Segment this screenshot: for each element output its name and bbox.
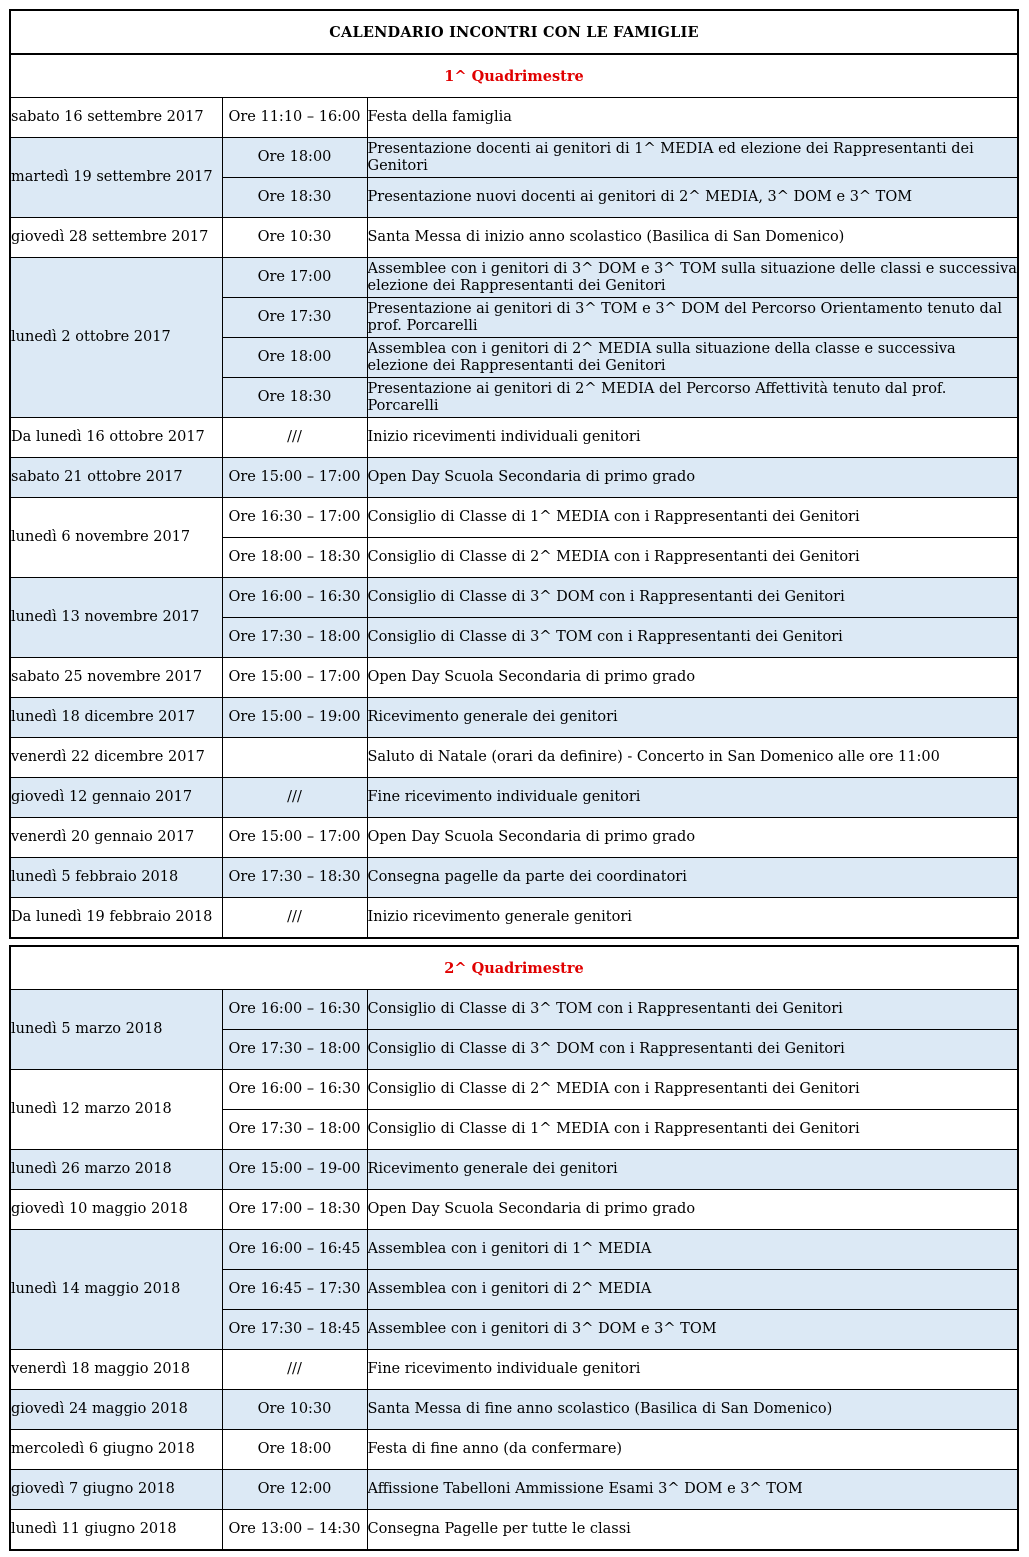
event-date: lunedì 2 ottobre 2017 xyxy=(10,258,222,418)
event-time: Ore 16:45 – 17:30 xyxy=(222,1270,367,1310)
event-date: lunedì 14 maggio 2018 xyxy=(10,1230,222,1350)
event-description: Consiglio di Classe di 3^ TOM con i Rappresentanti dei Genitori xyxy=(367,618,1018,658)
event-time: Ore 12:00 xyxy=(222,1470,367,1510)
event-date: sabato 21 ottobre 2017 xyxy=(10,458,222,498)
event-row xyxy=(10,578,1018,618)
event-time: Ore 16:30 – 17:00 xyxy=(222,498,367,538)
event-description: Assemblea con i genitori di 2^ MEDIA xyxy=(367,1270,1018,1310)
event-date: venerdì 18 maggio 2018 xyxy=(10,1350,222,1390)
event-description: Consiglio di Classe di 1^ MEDIA con i Rappresentanti dei Genitori xyxy=(367,498,1018,538)
event-row xyxy=(10,498,1018,538)
event-description: Consiglio di Classe di 1^ MEDIA con i Rappresentanti dei Genitori xyxy=(367,1110,1018,1150)
event-time: Ore 15:00 – 17:00 xyxy=(222,458,367,498)
event-row xyxy=(10,738,1018,778)
event-time: Ore 17:30 – 18:45 xyxy=(222,1310,367,1350)
event-date: giovedì 10 maggio 2018 xyxy=(10,1190,222,1230)
event-row xyxy=(10,658,1018,698)
semester-1-table xyxy=(9,9,1019,939)
event-time: Ore 18:00 – 18:30 xyxy=(222,538,367,578)
event-description: Presentazione ai genitori di 3^ TOM e 3^ DOM del Percorso Orientamento tenuto dal prof. Porcarelli xyxy=(367,298,1018,338)
event-row xyxy=(10,898,1018,938)
event-date: martedì 19 settembre 2017 xyxy=(10,138,222,218)
page-title: CALENDARIO INCONTRI CON LE FAMIGLIE xyxy=(10,10,1018,54)
event-description: Consiglio di Classe di 2^ MEDIA con i Rappresentanti dei Genitori xyxy=(367,1070,1018,1110)
event-date: lunedì 6 novembre 2017 xyxy=(10,498,222,578)
event-date: lunedì 18 dicembre 2017 xyxy=(10,698,222,738)
event-description: Consiglio di Classe di 3^ DOM con i Rappresentanti dei Genitori xyxy=(367,578,1018,618)
event-row xyxy=(10,1390,1018,1430)
event-description: Ricevimento generale dei genitori xyxy=(367,1150,1018,1190)
event-date: lunedì 5 febbraio 2018 xyxy=(10,858,222,898)
event-row xyxy=(10,1190,1018,1230)
event-description: Affissione Tabelloni Ammissione Esami 3^ DOM e 3^ TOM xyxy=(367,1470,1018,1510)
event-description: Open Day Scuola Secondaria di primo grado xyxy=(367,458,1018,498)
event-date: Da lunedì 16 ottobre 2017 xyxy=(10,418,222,458)
event-description: Saluto di Natale (orari da definire) - Concerto in San Domenico alle ore 11:00 xyxy=(367,738,1018,778)
event-date: venerdì 22 dicembre 2017 xyxy=(10,738,222,778)
event-row xyxy=(10,258,1018,298)
event-time: Ore 15:00 – 19:00 xyxy=(222,698,367,738)
event-description: Consegna Pagelle per tutte le classi xyxy=(367,1510,1018,1550)
event-time: Ore 17:00 xyxy=(222,258,367,298)
event-description: Presentazione nuovi docenti ai genitori di 2^ MEDIA, 3^ DOM e 3^ TOM xyxy=(367,178,1018,218)
event-row xyxy=(10,698,1018,738)
event-description: Open Day Scuola Secondaria di primo grado xyxy=(367,1190,1018,1230)
event-row xyxy=(10,138,1018,178)
event-row xyxy=(10,1470,1018,1510)
event-row xyxy=(10,858,1018,898)
semester-1-heading: 1^ Quadrimestre xyxy=(10,54,1018,98)
event-row xyxy=(10,1070,1018,1110)
event-description: Festa di fine anno (da confermare) xyxy=(367,1430,1018,1470)
event-row xyxy=(10,818,1018,858)
event-time: Ore 15:00 – 19-00 xyxy=(222,1150,367,1190)
event-time: Ore 18:30 xyxy=(222,178,367,218)
event-time xyxy=(222,738,367,778)
event-description: Presentazione docenti ai genitori di 1^ MEDIA ed elezione dei Rappresentanti dei Genitori xyxy=(367,138,1018,178)
event-description: Santa Messa di inizio anno scolastico (Basilica di San Domenico) xyxy=(367,218,1018,258)
event-row xyxy=(10,418,1018,458)
event-date: lunedì 26 marzo 2018 xyxy=(10,1150,222,1190)
event-description: Assemblee con i genitori di 3^ DOM e 3^ TOM xyxy=(367,1310,1018,1350)
event-row xyxy=(10,1150,1018,1190)
event-description: Presentazione ai genitori di 2^ MEDIA del Percorso Affettività tenuto dal prof. Porcarelli xyxy=(367,378,1018,418)
event-time: Ore 10:30 xyxy=(222,1390,367,1430)
event-time: Ore 15:00 – 17:00 xyxy=(222,818,367,858)
event-time: Ore 15:00 – 17:00 xyxy=(222,658,367,698)
event-date: lunedì 5 marzo 2018 xyxy=(10,990,222,1070)
semester-2-table xyxy=(9,945,1019,1551)
event-date: giovedì 12 gennaio 2017 xyxy=(10,778,222,818)
event-description: Assemblea con i genitori di 2^ MEDIA sulla situazione della classe e successiva elezione dei Rappresentanti dei Genitori xyxy=(367,338,1018,378)
event-description: Fine ricevimento individuale genitori xyxy=(367,1350,1018,1390)
event-description: Consiglio di Classe di 3^ TOM con i Rappresentanti dei Genitori xyxy=(367,990,1018,1030)
event-row xyxy=(10,1230,1018,1270)
event-time: Ore 16:00 – 16:45 xyxy=(222,1230,367,1270)
event-date: mercoledì 6 giugno 2018 xyxy=(10,1430,222,1470)
event-date: giovedì 24 maggio 2018 xyxy=(10,1390,222,1430)
event-description: Festa della famiglia xyxy=(367,98,1018,138)
event-date: giovedì 7 giugno 2018 xyxy=(10,1470,222,1510)
event-description: Assemblea con i genitori di 1^ MEDIA xyxy=(367,1230,1018,1270)
event-time: Ore 18:00 xyxy=(222,1430,367,1470)
event-time: /// xyxy=(222,898,367,938)
event-row xyxy=(10,458,1018,498)
event-time: Ore 17:00 – 18:30 xyxy=(222,1190,367,1230)
event-date: lunedì 12 marzo 2018 xyxy=(10,1070,222,1150)
event-time: Ore 13:00 – 14:30 xyxy=(222,1510,367,1550)
event-date: sabato 25 novembre 2017 xyxy=(10,658,222,698)
event-time: Ore 17:30 – 18:30 xyxy=(222,858,367,898)
event-description: Inizio ricevimenti individuali genitori xyxy=(367,418,1018,458)
semester-2-heading: 2^ Quadrimestre xyxy=(10,946,1018,990)
event-date: giovedì 28 settembre 2017 xyxy=(10,218,222,258)
event-description: Consiglio di Classe di 2^ MEDIA con i Rappresentanti dei Genitori xyxy=(367,538,1018,578)
event-date: venerdì 20 gennaio 2017 xyxy=(10,818,222,858)
event-description: Inizio ricevimento generale genitori xyxy=(367,898,1018,938)
event-time: Ore 16:00 – 16:30 xyxy=(222,578,367,618)
event-description: Santa Messa di fine anno scolastico (Basilica di San Domenico) xyxy=(367,1390,1018,1430)
event-date: Da lunedì 19 febbraio 2018 xyxy=(10,898,222,938)
event-row xyxy=(10,1350,1018,1390)
event-time: Ore 18:00 xyxy=(222,338,367,378)
event-date: lunedì 11 giugno 2018 xyxy=(10,1510,222,1550)
event-time: /// xyxy=(222,418,367,458)
event-description: Consegna pagelle da parte dei coordinatori xyxy=(367,858,1018,898)
event-time: Ore 16:00 – 16:30 xyxy=(222,990,367,1030)
event-time: Ore 17:30 – 18:00 xyxy=(222,1030,367,1070)
event-time: Ore 17:30 – 18:00 xyxy=(222,1110,367,1150)
event-description: Ricevimento generale dei genitori xyxy=(367,698,1018,738)
event-description: Open Day Scuola Secondaria di primo grado xyxy=(367,658,1018,698)
event-time: Ore 10:30 xyxy=(222,218,367,258)
event-description: Open Day Scuola Secondaria di primo grado xyxy=(367,818,1018,858)
event-date: lunedì 13 novembre 2017 xyxy=(10,578,222,658)
event-time: Ore 18:30 xyxy=(222,378,367,418)
event-row xyxy=(10,218,1018,258)
event-time: Ore 16:00 – 16:30 xyxy=(222,1070,367,1110)
event-row xyxy=(10,990,1018,1030)
event-row xyxy=(10,778,1018,818)
event-time: Ore 17:30 – 18:00 xyxy=(222,618,367,658)
event-time: Ore 17:30 xyxy=(222,298,367,338)
event-description: Assemblee con i genitori di 3^ DOM e 3^ TOM sulla situazione delle classi e successiva elezione dei Rappresentanti dei Genitori xyxy=(367,258,1018,298)
event-time: Ore 18:00 xyxy=(222,138,367,178)
event-row xyxy=(10,1430,1018,1470)
event-row xyxy=(10,1510,1018,1550)
event-time: Ore 11:10 – 16:00 xyxy=(222,98,367,138)
event-time: /// xyxy=(222,1350,367,1390)
event-date: sabato 16 settembre 2017 xyxy=(10,98,222,138)
event-description: Fine ricevimento individuale genitori xyxy=(367,778,1018,818)
event-time: /// xyxy=(222,778,367,818)
event-row xyxy=(10,98,1018,138)
event-description: Consiglio di Classe di 3^ DOM con i Rappresentanti dei Genitori xyxy=(367,1030,1018,1070)
